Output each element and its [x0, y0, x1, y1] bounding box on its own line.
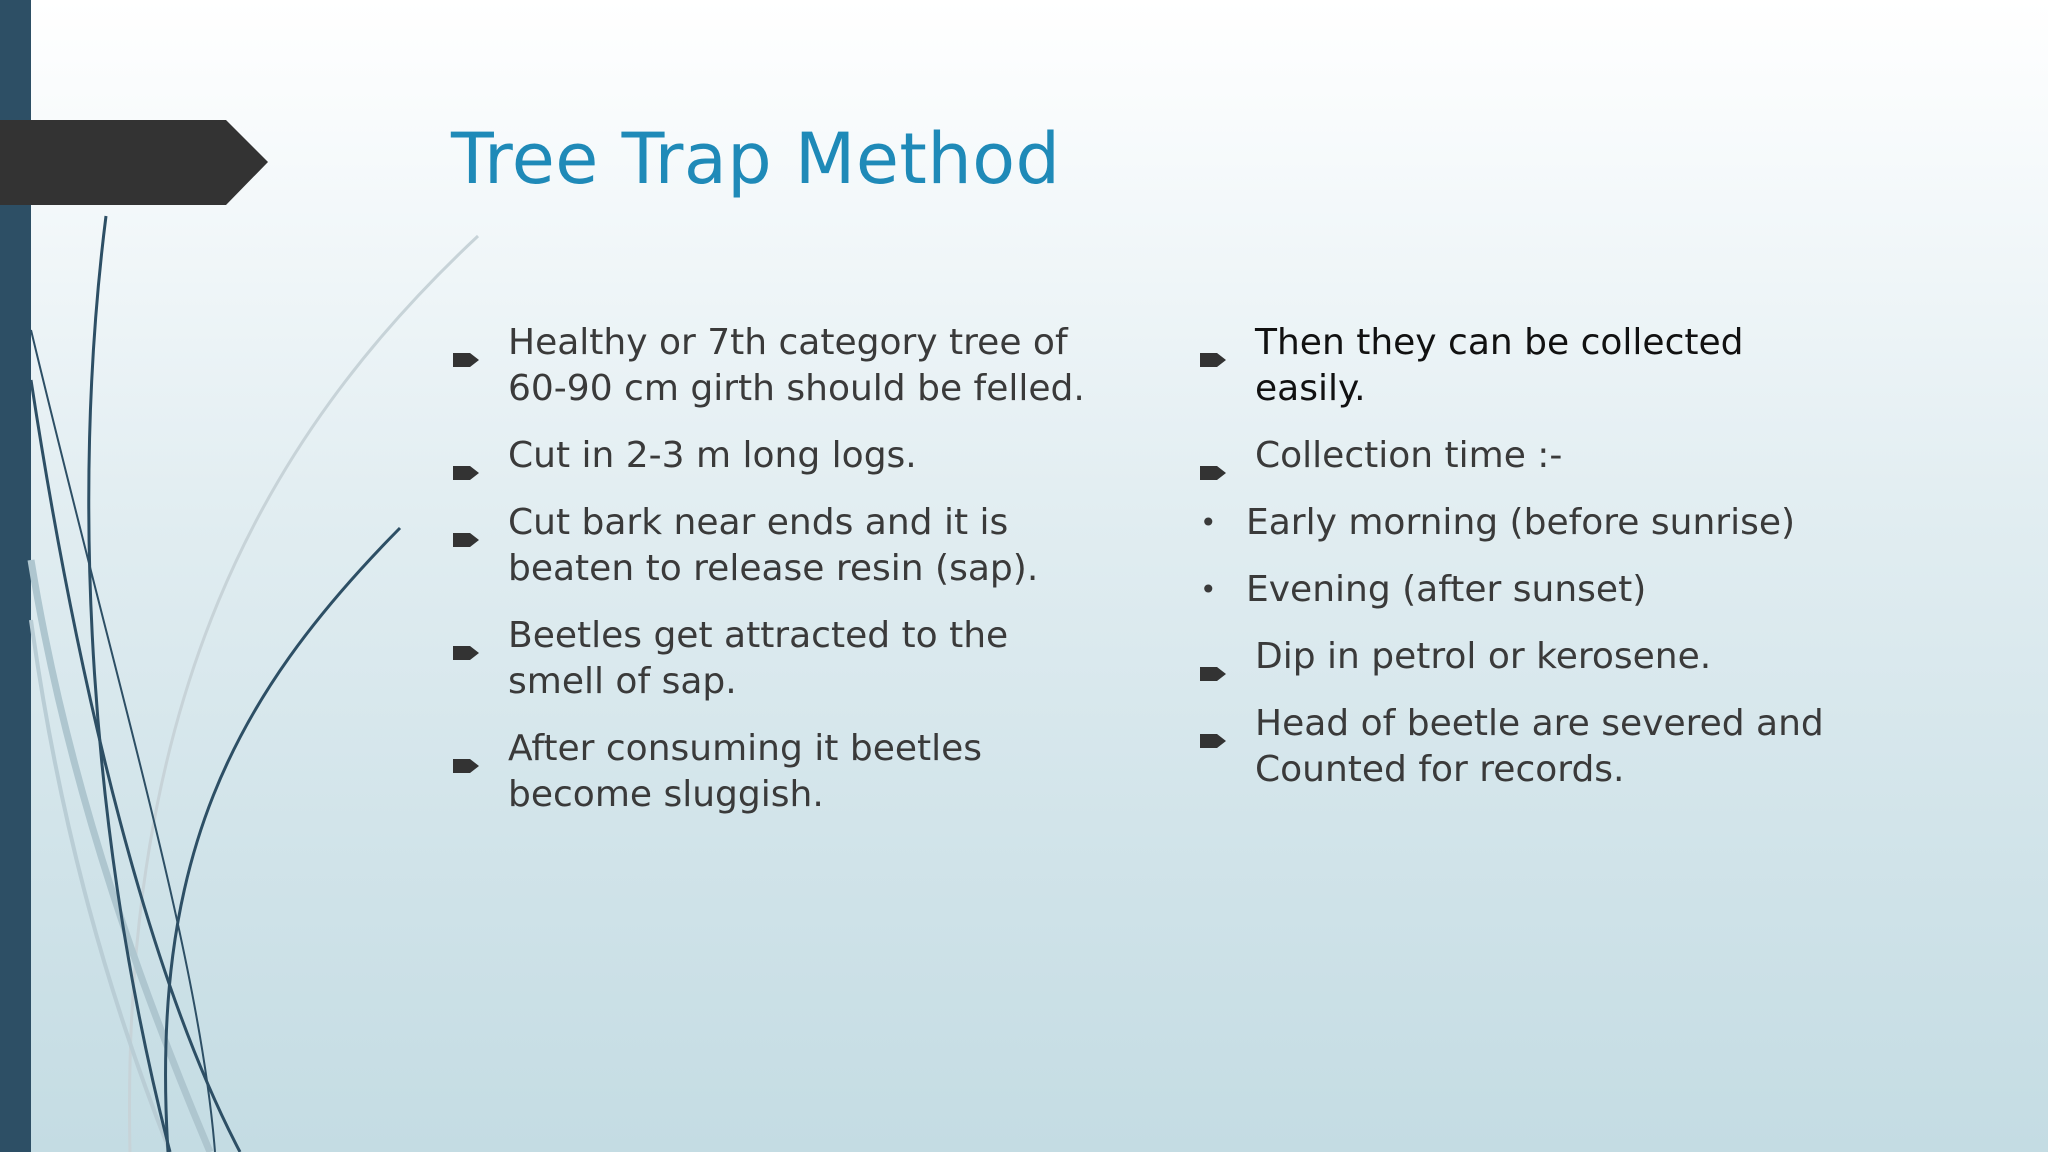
arrow-bullet-icon — [1198, 335, 1228, 381]
title-tab-marker — [0, 120, 268, 205]
slide-title: Tree Trap Method — [451, 118, 1061, 200]
bullet-item — [1198, 701, 1838, 793]
bullet-item — [451, 500, 1091, 592]
bullet-text-line: Collection time :- — [1255, 435, 1563, 476]
bullet-text-line: Dip in petrol or kerosene. — [1255, 636, 1712, 677]
bullet-item — [451, 433, 1091, 479]
right-bullet-list — [1198, 320, 1838, 814]
bullet-item — [1198, 320, 1838, 412]
bullet-text-line: become sluggish. — [508, 774, 824, 815]
bullet-text-line: Healthy or 7th category tree of — [508, 322, 1068, 363]
arrow-bullet-icon — [451, 448, 481, 494]
bullet-text-line: smell of sap. — [508, 661, 737, 702]
arrow-bullet-icon — [1198, 716, 1228, 762]
curve-dark-1 — [89, 216, 170, 1152]
arrow-bullet-icon — [451, 741, 481, 787]
bullet-text-line: 60-90 cm girth should be felled. — [508, 368, 1085, 409]
bullet-text-line: Head of beetle are severed and — [1255, 703, 1824, 744]
bullet-text-line: Cut bark near ends and it is — [508, 502, 1009, 543]
bullet-item — [1198, 634, 1838, 680]
bullet-item — [1198, 567, 1838, 613]
curve-dark-2 — [31, 380, 240, 1152]
arrow-bullet-icon — [451, 515, 481, 561]
curve-light-1 — [129, 236, 478, 1152]
arrow-bullet-icon — [451, 335, 481, 381]
curve-light-2 — [31, 560, 210, 1152]
dot-bullet-icon: • — [1200, 506, 1217, 539]
bullet-text-line: After consuming it beetles — [508, 728, 983, 769]
bullet-text-line: Then they can be collected — [1255, 322, 1744, 363]
bullet-item — [451, 726, 1091, 818]
bullet-text-line: Evening (after sunset) — [1246, 569, 1647, 610]
bullet-text-line: easily. — [1255, 368, 1366, 409]
bullet-item — [1198, 433, 1838, 479]
arrow-bullet-icon — [1198, 649, 1228, 695]
bullet-text-line: Cut in 2-3 m long logs. — [508, 435, 917, 476]
bullet-text-line: beaten to release resin (sap). — [508, 548, 1039, 589]
left-bullet-list — [451, 320, 1091, 839]
curve-dark-3 — [166, 528, 400, 1152]
bullet-item — [1198, 500, 1838, 546]
bullet-item — [451, 613, 1091, 705]
bullet-text-line: Counted for records. — [1255, 749, 1625, 790]
curve-dark-4 — [31, 330, 215, 1152]
curve-light-3 — [31, 620, 170, 1152]
bullet-text-line: Beetles get attracted to the — [508, 615, 1009, 656]
bullet-item — [451, 320, 1091, 412]
arrow-bullet-icon — [1198, 448, 1228, 494]
dot-bullet-icon: • — [1200, 573, 1217, 606]
arrow-bullet-icon — [451, 628, 481, 674]
bullet-text-line: Early morning (before sunrise) — [1246, 502, 1796, 543]
